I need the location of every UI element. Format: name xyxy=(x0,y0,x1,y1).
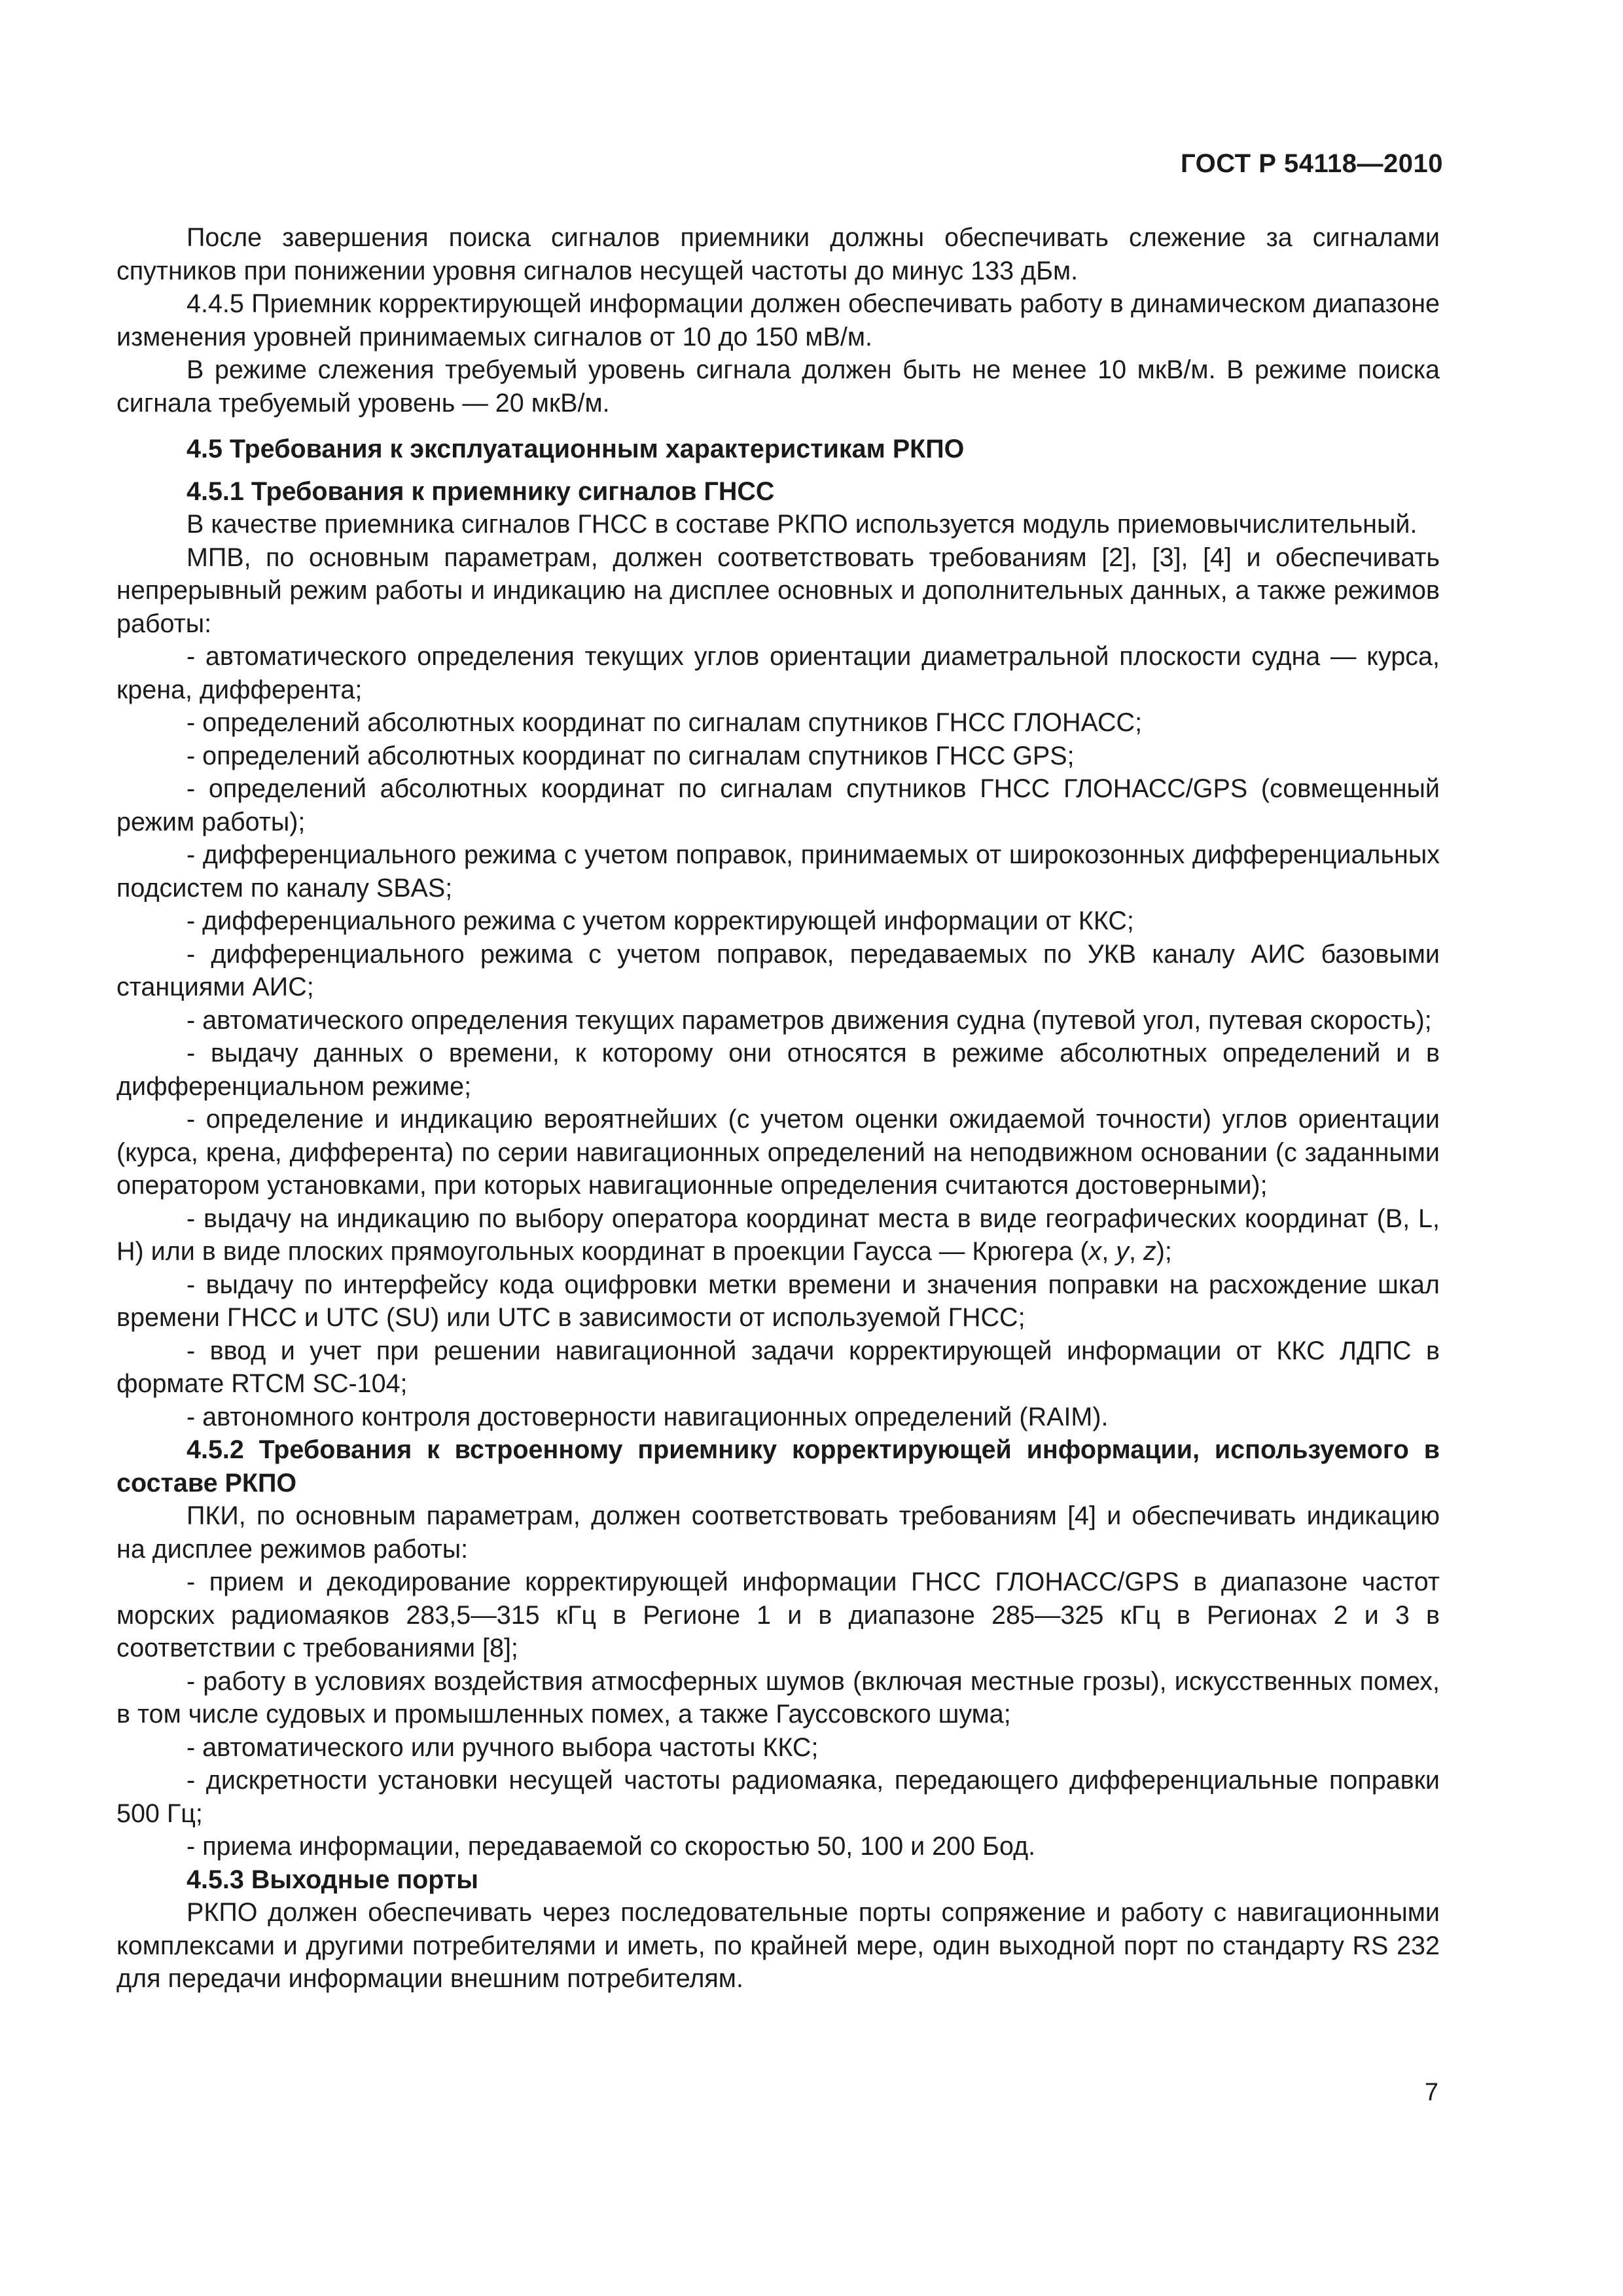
list-item: - автоматического определения текущих параметров движения судна (путевой угол, путевая скорость); xyxy=(187,1005,1432,1035)
clause-4-4-5: 4.4.5 Приемник корректирующей информации должен обеспечивать работу в динамическом диапазоне изменения уровней принимаемых сигналов от 10 до 150 мВ/м. xyxy=(116,289,1440,351)
list-item: - дифференциального режима с учетом поправок, принимаемых от широкозонных дифференциальных подсистем по каналу SBAS; xyxy=(116,840,1440,903)
list-item: - определение и индикацию вероятнейших (с учетом оценки ожидаемой точности) углов ориентации (курса, крена, дифферента) по серии навигационных определений на неподвижном основании (с заданными оператором установками, при которых навигационные определения считаются достоверными); xyxy=(116,1105,1440,1200)
paragraph: В режиме слежения требуемый уровень сигнала должен быть не менее 10 мкВ/м. В режиме поиска сигнала требуемый уровень — 20 мкВ/м. xyxy=(116,355,1440,418)
list-item: - дискретности установки несущей частоты радиомаяка, передающего дифференциальные поправки 500 Гц; xyxy=(116,1766,1440,1828)
subsection-heading-4-5-1: 4.5.1 Требования к приемнику сигналов ГНСС xyxy=(187,476,775,506)
list-item: - выдачу по интерфейсу кода оцифровки метки времени и значения поправки на расхождение шкал времени ГНСС и UTC (SU) или UTC в зависимости от используемой ГНСС; xyxy=(116,1270,1440,1332)
list-item: - автоматического или ручного выбора частоты ККС; xyxy=(187,1732,819,1762)
list-item-text: - выдачу на индикацию по выбору оператора координат места в виде географических координат (B, L, H) или в виде плоских прямоугольных координат в проекции Гаусса — Крюгера ( xyxy=(116,1204,1440,1266)
paragraph: В качестве приемника сигналов ГНСС в составе РКПО используется модуль приемовычислительный. xyxy=(187,510,1418,539)
list-item: - дифференциального режима с учетом корректирующей информации от ККС; xyxy=(187,906,1134,935)
list-item: - определений абсолютных координат по сигналам спутников ГНСС ГЛОНАСС; xyxy=(187,708,1143,737)
paragraph: После завершения поиска сигналов приемники должны обеспечивать слежение за сигналами спутников при понижении уровня сигналов несущей частоты до минус 133 дБм. xyxy=(116,223,1440,285)
paragraph: МПВ, по основным параметрам, должен соответствовать требованиям [2], [3], [4] и обеспечивать непрерывный режим работы и индикацию на дисплее основных и дополнительных данных, а также режимов работы: xyxy=(116,543,1440,638)
coord-y: y xyxy=(1116,1237,1130,1266)
list-item: - приема информации, передаваемой со скоростью 50, 100 и 200 Бод. xyxy=(187,1832,1036,1861)
list-item: - ввод и учет при решении навигационной задачи корректирующей информации от ККС ЛДПС в формате RTCM SC-104; xyxy=(116,1336,1440,1398)
list-item: - автоматического определения текущих углов ориентации диаметральной плоскости судна — курса, крена, дифферента; xyxy=(116,642,1440,704)
coord-z: z xyxy=(1143,1237,1156,1266)
list-item: - прием и декодирование корректирующей информации ГНСС ГЛОНАСС/GPS в диапазоне частот морских радиомаяков 283,5—315 кГц в Регионе 1 и в диапазоне 285—325 кГц в Регионах 2 и 3 в соответствии с требованиями [8]; xyxy=(116,1568,1440,1662)
list-item: - определений абсолютных координат по сигналам спутников ГНСС ГЛОНАСС/GPS (совмещенный режим работы); xyxy=(116,774,1440,836)
paragraph: ПКИ, по основным параметрам, должен соответствовать требованиям [4] и обеспечивать индикацию на дисплее режимов работы: xyxy=(116,1501,1440,1564)
section-heading-4-5: 4.5 Требования к эксплуатационным характеристикам РКПО xyxy=(187,435,965,463)
subsection-heading-4-5-3: 4.5.3 Выходные порты xyxy=(187,1865,478,1894)
list-item: - выдачу данных о времени, к которому они относятся в режиме абсолютных определений и в дифференциальном режиме; xyxy=(116,1039,1440,1101)
list-item: - работу в условиях воздействия атмосферных шумов (включая местные грозы), искусственных помех, в том числе судовых и промышленных помех, а также Гауссовского шума; xyxy=(116,1666,1440,1729)
separator: , xyxy=(1101,1237,1116,1266)
document-body xyxy=(116,221,1440,1996)
subsection-heading-4-5-2: 4.5.2 Требования к встроенному приемнику корректирующей информации, используемого в составе РКПО xyxy=(116,1435,1440,1498)
list-item: - дифференциального режима с учетом поправок, передаваемых по УКВ каналу АИС базовыми станциями АИС; xyxy=(116,939,1440,1001)
paragraph: РКПО должен обеспечивать через последовательные порты сопряжение и работу с навигационными комплексами и другими потребителями и иметь, по крайней мере, один выходной порт по стандарту RS 232 для передачи информации внешним потребителям. xyxy=(116,1898,1440,1993)
list-item: - определений абсолютных координат по сигналам спутников ГНСС GPS; xyxy=(187,741,1075,770)
document-code-header: ГОСТ Р 54118—2010 xyxy=(1181,149,1443,178)
coord-x: x xyxy=(1088,1237,1102,1266)
page-number: 7 xyxy=(1424,2079,1438,2106)
separator: , xyxy=(1129,1237,1143,1266)
list-item-text: ); xyxy=(1156,1237,1172,1266)
list-item-gauss-kruger xyxy=(116,1202,1440,1268)
list-item: - автономного контроля достоверности навигационных определений (RAIM). xyxy=(187,1402,1109,1431)
